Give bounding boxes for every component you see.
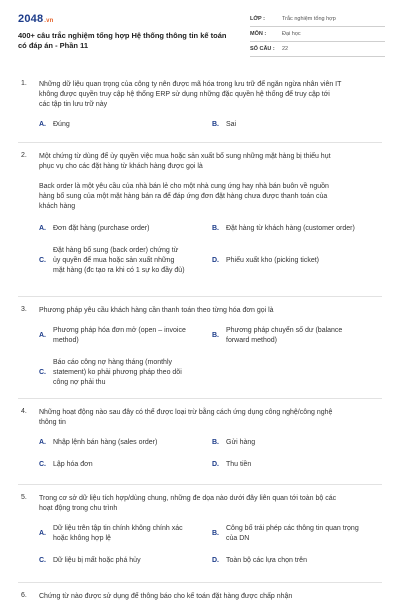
option-text-line: Đúng: [53, 121, 70, 128]
option-text-line: Nhập lệnh bán hàng (sales order): [53, 439, 158, 446]
question-text-line: Trong cơ sở dữ liệu tích hợp/dùng chung, những đe dọa nào dưới đây liên quan tới toàn bộ các: [39, 495, 337, 502]
question-text-line: thông tin: [39, 419, 66, 426]
document-title: 400+ câu trắc nghiệm tổng hợp Hệ thống thông tin kế toán có đáp án - Phần 11: [18, 31, 227, 50]
question-text-line: Những hoạt động nào sau đây có thể được loại trừ bằng cách ứng dụng công nghệ/công nghệ: [39, 409, 333, 416]
meta-class: LỚP : Trắc nghiệm tổng hợp: [250, 12, 385, 27]
option-text: [226, 120, 236, 130]
option-text: [53, 326, 186, 346]
option-letter: A.: [39, 332, 46, 339]
option-letter: C.: [39, 461, 46, 468]
option-text-line: Lập hóa đơn: [53, 461, 93, 468]
option-letter: B.: [212, 530, 219, 537]
question-divider: [18, 484, 382, 485]
option-letter: B.: [212, 225, 219, 232]
question-divider: [18, 582, 382, 583]
option-letter: A.: [39, 530, 46, 537]
question-text-line: hoạt động trong chu trình: [39, 505, 118, 512]
option-text-line: của DN: [226, 535, 250, 542]
question-number: 2.: [21, 152, 27, 159]
option-text-line: Phương pháp hóa đơn mở (open – invoice: [53, 327, 186, 334]
option-letter: C.: [39, 557, 46, 564]
option-letter: B.: [212, 439, 219, 446]
option-letter: C.: [39, 369, 46, 376]
question-text-line: phục vụ cho các đặt hàng từ khách hàng được gọi là: [39, 163, 203, 170]
option-letter: D.: [212, 557, 219, 564]
option-text: [226, 256, 319, 266]
option-text-line: Dữ liệu trên tập tin chính không chính xác: [53, 525, 183, 532]
option-text-line: Thu tiền: [226, 461, 252, 468]
question-divider: [18, 398, 382, 399]
option-text-line: Toàn bộ các lựa chọn trên: [226, 557, 307, 564]
question-text-line: các tập tin lưu trữ này: [39, 101, 108, 108]
explanation-line: hàng bổ sung của một mặt hàng bán ra để đáp ứng đơn đặt hàng chưa được thanh toán của: [39, 193, 328, 200]
option-text: [226, 556, 307, 566]
document-meta: [250, 12, 385, 57]
option-text-line: statement) ko phải phương pháp theo dõi: [53, 369, 182, 376]
question-explanation: [39, 182, 379, 212]
question-number: 5.: [21, 494, 27, 501]
option-text-line: forward method): [226, 337, 277, 344]
question-text: [39, 494, 379, 514]
option-text: [53, 120, 70, 130]
question-text-line: Một chứng từ dùng để ủy quyền việc mua hoặc sản xuất bổ sung những mặt hàng bị thiếu hụt: [39, 153, 331, 160]
option-text-line: Phiếu xuất kho (picking ticket): [226, 257, 319, 264]
option-text-line: Dữ liệu bị mất hoặc phá hủy: [53, 557, 141, 564]
question-number: 4.: [21, 408, 27, 415]
meta-question-count: SỐ CÂU : 22: [250, 42, 385, 57]
question-text-line: Phương pháp yêu cầu khách hàng cần thanh toán theo từng hóa đơn gọi là: [39, 307, 274, 314]
option-text-line: hoặc không hợp lệ: [53, 535, 111, 542]
question-divider: [18, 296, 382, 297]
option-text-line: ủy quyền để mua hoặc sản xuất những: [53, 257, 175, 264]
option-text-line: mặt hàng (đc tạo ra khi có 1 sự ko đầy đủ): [53, 267, 185, 274]
option-text-line: Đặt hàng từ khách hàng (customer order): [226, 225, 355, 232]
page-header: [0, 0, 400, 62]
question-divider: [18, 142, 382, 143]
option-text: [53, 246, 185, 276]
option-letter: A.: [39, 121, 46, 128]
option-text-line: Báo cáo công nợ hàng tháng (monthly: [53, 359, 173, 366]
option-text-line: method): [53, 337, 79, 344]
question-text-line: không được quyền truy cập hệ thống ERP sử dụng những đặc quyền hệ thống để truy cập tới: [39, 91, 330, 98]
option-letter: D.: [212, 257, 219, 264]
option-text: [53, 224, 149, 234]
option-letter: A.: [39, 225, 46, 232]
question-text: [39, 592, 379, 602]
option-letter: A.: [39, 439, 46, 446]
option-letter: C.: [39, 257, 46, 264]
option-text-line: Đơn đặt hàng (purchase order): [53, 225, 150, 232]
question-text: [39, 152, 379, 172]
option-text: [53, 438, 157, 448]
meta-subject: MÔN : Đại học: [250, 27, 385, 42]
option-text-line: Phương pháp chuyển số dư (balance: [226, 327, 343, 334]
site-logo[interactable]: 2048.vn: [18, 13, 54, 25]
option-text-line: Đặt hàng bổ sung (back order) chứng từ: [53, 247, 179, 254]
option-letter: B.: [212, 121, 219, 128]
option-text: [53, 524, 183, 544]
option-text: [226, 460, 251, 470]
option-text: [226, 524, 359, 544]
question-text: [39, 80, 379, 110]
option-text: [53, 460, 93, 470]
option-text-line: Gửi hàng: [226, 439, 256, 446]
option-text-line: Sai: [226, 121, 237, 128]
question-number: 3.: [21, 306, 27, 313]
explanation-line: khách hàng: [39, 203, 76, 210]
question-text: [39, 408, 379, 428]
option-letter: D.: [212, 461, 219, 468]
option-letter: B.: [212, 332, 219, 339]
question-number: 6.: [21, 592, 27, 599]
option-text: [53, 358, 182, 388]
question-text-line: Chứng từ nào được sử dụng để thông báo cho kế toán đặt hàng được chấp nhận: [39, 593, 293, 600]
option-text: [226, 326, 342, 346]
explanation-line: Back order là một yêu cầu của nhà bán lẻ cho một nhà cung ứng hay nhà bán buôn về nguồn: [39, 183, 329, 190]
option-text: [53, 556, 141, 566]
option-text: [226, 224, 355, 234]
option-text-line: Công bố trái phép các thông tin quan trọng: [226, 525, 359, 532]
question-text-line: Những dữ liệu quan trọng của công ty nên được mã hóa trong lưu trữ để ngăn ngừa nhân viên IT: [39, 81, 342, 88]
option-text: [226, 438, 255, 448]
option-text-line: công nợ phải thu: [53, 379, 106, 386]
question-text: [39, 306, 379, 316]
question-number: 1.: [21, 80, 27, 87]
